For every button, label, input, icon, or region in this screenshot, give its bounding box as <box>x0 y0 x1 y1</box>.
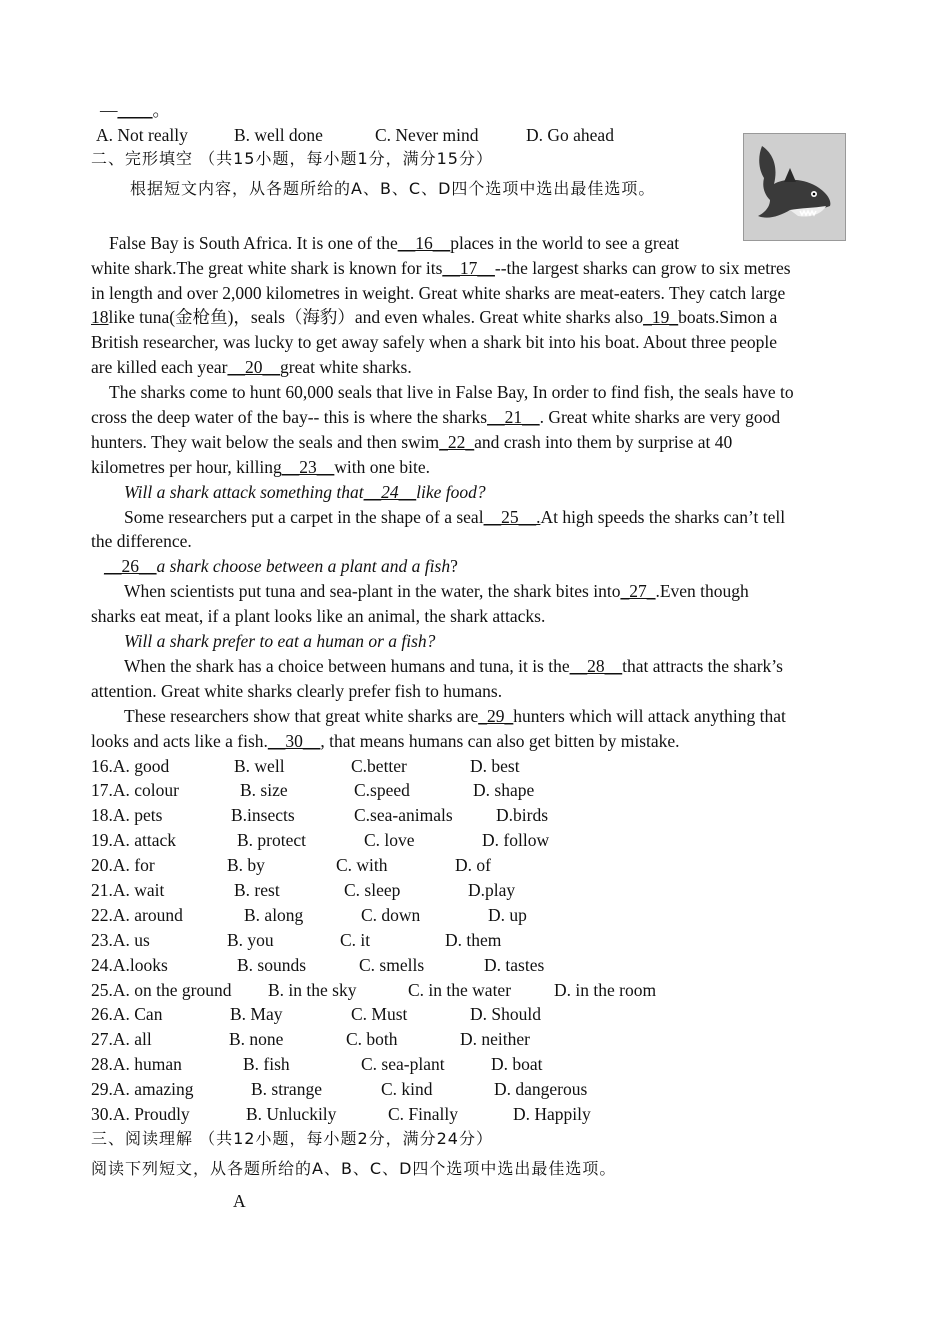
question-row: 18.A. pets B.insects C.sea-animals D.birds <box>91 805 549 825</box>
blank: __26__ <box>104 556 157 576</box>
question-row: 20.A. for B. by C. with D. of <box>91 855 491 875</box>
passage-line: kilometres per hour, killing__23__with one bite. <box>91 457 431 477</box>
blank: __16__ <box>397 233 451 253</box>
question-row: 30.A. Proudly B. Unluckily C. Finally D. Happily <box>91 1104 591 1124</box>
passage-line: in length and over 2,000 kilometres in weight. Great white sharks are meat-eaters. They catch large <box>91 283 786 303</box>
passage-line: When the shark has a choice between humans and tuna, it is the__28__that attracts the shark’s <box>124 656 783 676</box>
question-row: 17.A. colour B. size C.speed D. shape <box>91 780 535 800</box>
section3-heading: 三、阅读理解 （共12小题，每小题2分，满分24分） <box>91 1129 493 1148</box>
blank: _22_ <box>439 432 475 452</box>
passage-question: Will a shark attack something that__24__like food? <box>124 482 486 502</box>
blank: __28__ <box>569 656 623 676</box>
q15-stem: —____。 <box>100 100 170 120</box>
blank: __20__ <box>227 357 281 377</box>
question-row: 29.A. amazing B. strange C. kind D. dangerous <box>91 1079 588 1099</box>
section2-instruction: 根据短文内容，从各题所给的A、B、C、D四个选项中选出最佳选项。 <box>130 179 656 198</box>
passage-line: British researcher, was lucky to get away safely when a shark bit into his boat. About three people <box>91 332 777 352</box>
blank: 18 <box>91 307 109 327</box>
option: A. Not really <box>96 125 188 145</box>
question-row: 19.A. attack B. protect C. love D. follow <box>91 830 550 850</box>
blank: __24__ <box>363 482 417 502</box>
passage-line: The sharks come to hunt 60,000 seals that live in False Bay, In order to find fish, the seals have to <box>109 382 794 402</box>
blank: __17__ <box>442 258 495 278</box>
question-row: 22.A. around B. along C. down D. up <box>91 905 527 925</box>
passage-line: white shark.The great white shark is known for its__17__--the largest sharks can grow to six metres <box>91 258 791 278</box>
shark-icon <box>744 134 845 240</box>
passage-line: 18like tuna(金枪鱼)，seals（海豹）and even whales. Great white sharks also_19_boats.Simon a <box>91 307 778 327</box>
question-row: 21.A. wait B. rest C. sleep D.play <box>91 880 516 900</box>
question-row: 28.A. human B. fish C. sea-plant D. boat <box>91 1054 543 1074</box>
passage-line: When scientists put tuna and sea-plant in the water, the shark bites into_27_.Even though <box>124 581 749 601</box>
question-row: 27.A. all B. none C. both D. neither <box>91 1029 530 1049</box>
passage-line: the difference. <box>91 531 192 551</box>
blank: __25__. <box>483 507 541 527</box>
question-row: 25.A. on the ground B. in the sky C. in the water D. in the room <box>91 980 657 1000</box>
blank: _29_ <box>478 706 514 726</box>
blank: _19_ <box>643 307 679 327</box>
section3-instruction: 阅读下列短文，从各题所给的A、B、C、D四个选项中选出最佳选项。 <box>91 1159 617 1178</box>
passage-question: __26__a shark choose between a plant and a fish? <box>104 556 458 576</box>
passage-line: are killed each year__20__great white sharks. <box>91 357 412 377</box>
question-row: 24.A.looks B. sounds C. smells D. tastes <box>91 955 545 975</box>
blank: _27_ <box>620 581 656 601</box>
passage-line: looks and acts like a fish.__30__, that means humans can also get bitten by mistake. <box>91 731 680 751</box>
option: B. well done <box>234 125 323 145</box>
passage-line: cross the deep water of the bay-- this is where the sharks__21__. Great white sharks are very good <box>91 407 781 427</box>
section2-heading: 二、完形填空 （共15小题，每小题1分，满分15分） <box>91 149 493 168</box>
passage-question: Will a shark prefer to eat a human or a fish? <box>124 631 436 651</box>
blank: __30__ <box>267 731 321 751</box>
blank: __21__ <box>487 407 540 427</box>
question-row: 26.A. Can B. May C. Must D. Should <box>91 1004 541 1024</box>
q15-options <box>96 123 796 147</box>
question-row: 23.A. us B. you C. it D. them <box>91 930 502 950</box>
passage-line: attention. Great white sharks clearly prefer fish to humans. <box>91 681 503 701</box>
passage-line: These researchers show that great white sharks are_29_hunters which will attack anything that <box>124 706 786 726</box>
passage-label: A <box>233 1191 246 1211</box>
passage-line: sharks eat meat, if a plant looks like an animal, the shark attacks. <box>91 606 546 626</box>
passage-line: Some researchers put a carpet in the shape of a seal__25__.At high speeds the sharks can’t tell <box>124 507 786 527</box>
passage-line: hunters. They wait below the seals and then swim_22_and crash into them by surprise at 40 <box>91 432 733 452</box>
shark-illustration <box>743 133 846 241</box>
question-row: 16.A. good B. well C.better D. best <box>91 756 520 776</box>
passage-line: False Bay is South Africa. It is one of the__16__places in the world to see a great <box>109 233 680 253</box>
blank: __23__ <box>281 457 335 477</box>
option: D. Go ahead <box>526 125 614 145</box>
option: C. Never mind <box>375 125 479 145</box>
